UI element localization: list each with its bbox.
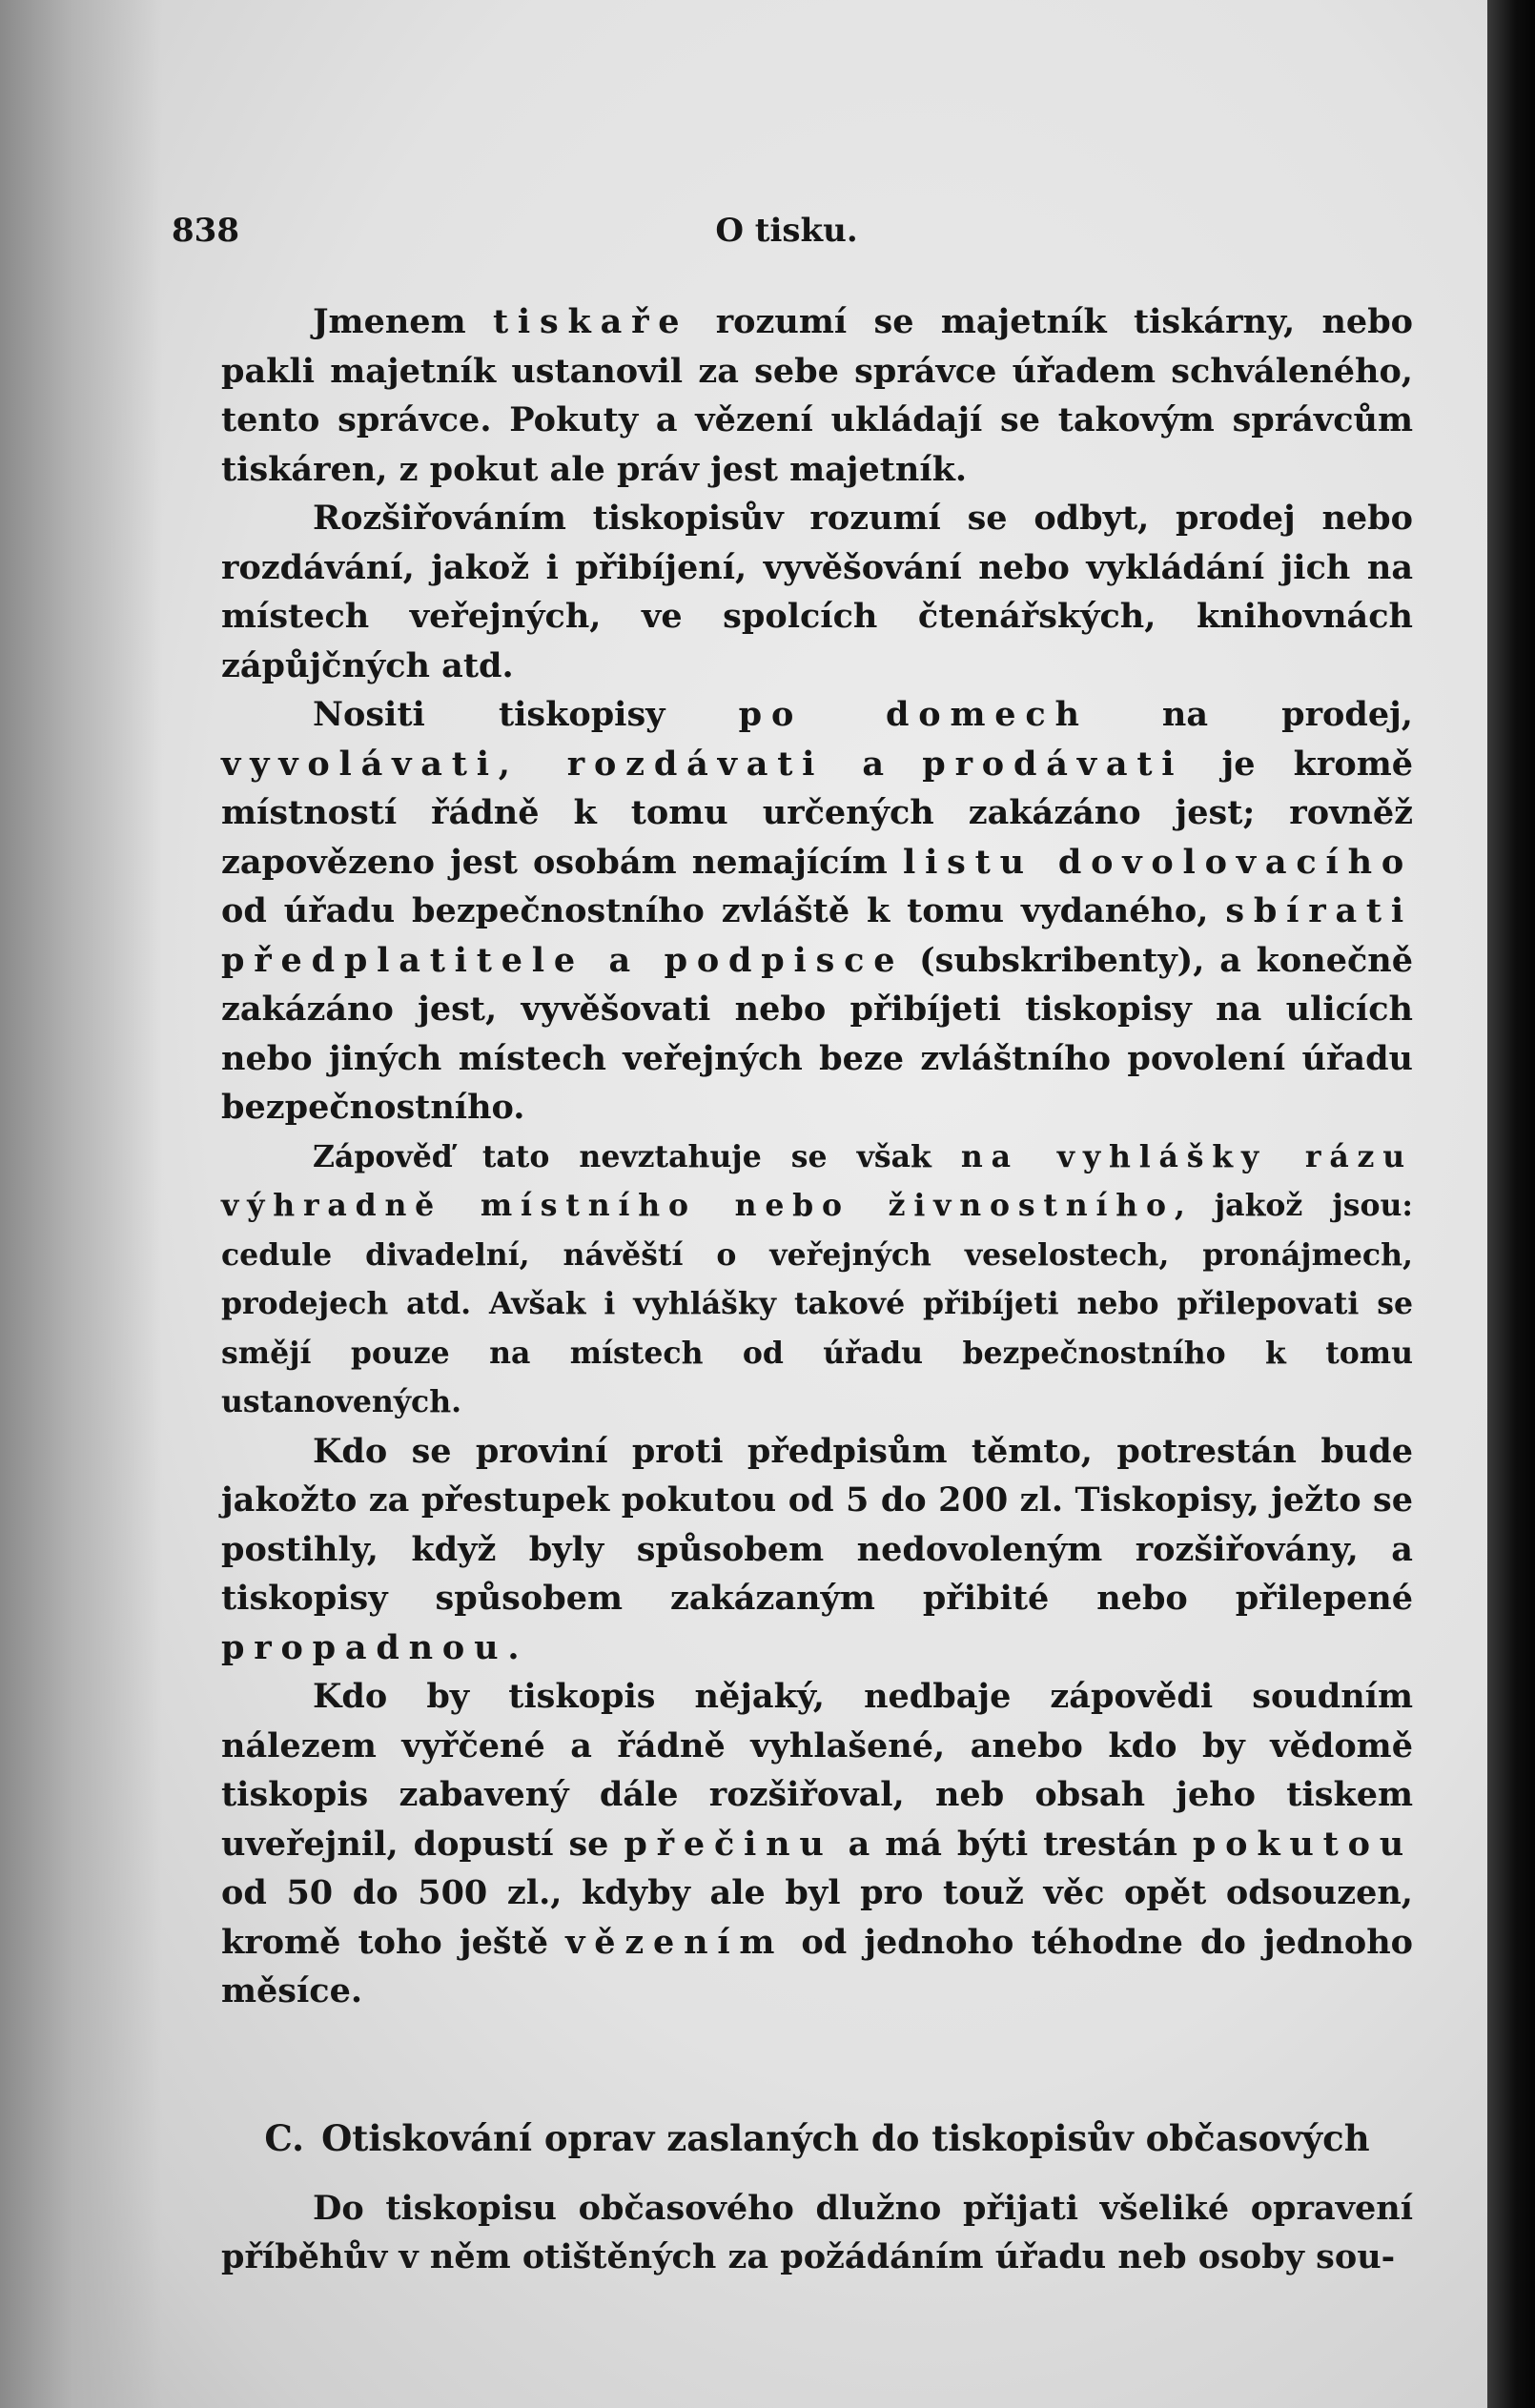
spaced-emphasis: vězením (565, 1922, 785, 1962)
spaced-emphasis: na vyhlášky rázu výhradně místního nebo živnostního (221, 1138, 1413, 1223)
body-text (221, 297, 1413, 2282)
text-run: , jakož jsou: cedule divadelní, návěští o veřejných veselostech, pronájmech, prodejech atd. Avšak i vyhlášky takové přibíjeti nebo přilepovati se smějí pouze na místech od úřadu bezpečnostního k tomu ustanovených. (221, 1188, 1413, 1419)
paragraph-offence (221, 1672, 1413, 2016)
text-run: (subskribenty), a konečně zakázáno jest, vyvěšovati nebo přibíjeti tiskopisy na ulicích nebo jiných místech veřejných beze zvláštního povolení úřadu bezpečnostního. (221, 940, 1413, 1127)
spaced-emphasis: prodávati (922, 744, 1184, 784)
spaced-emphasis: sbírati předplatitele a podpisce (221, 891, 1413, 980)
text-run: a má býti trestán (832, 1824, 1193, 1864)
text-run: Jmenem (313, 302, 493, 341)
text-run: rozumí se majetník tiskárny, nebo pakli majetník ustanovil za sebe správce úřadem schváleného, tento správce. Pokuty a vězení ukládají se takovým správcům tiskáren, z pokut ale práv jest majetník. (221, 302, 1414, 489)
spaced-emphasis: přečinu (624, 1824, 833, 1864)
spaced-emphasis: propadnou (221, 1627, 508, 1667)
text-run: Do tiskopisu občasového dlužno přijati všeliké opravení příběhův v něm otištěných za požádáním úřadu neb osoby sou- (221, 2188, 1413, 2276)
text-run: Nositi tiskopisy (313, 695, 739, 734)
text-run: . (507, 1627, 520, 1667)
text-run: od jednoho téhodne do jednoho měsíce. (221, 1922, 1413, 2010)
running-title: O tisku. (715, 212, 858, 250)
page-number: 838 (172, 212, 239, 250)
text-run: je kromě místností řádně k tomu určených zakázáno jest; rovněž zapovězeno jest osobám nemajícím (221, 744, 1413, 882)
spaced-emphasis: pokutou (1192, 1824, 1413, 1864)
paragraph-distribution-definition (221, 494, 1413, 690)
running-head (172, 212, 1402, 269)
text-run: Rozšiřováním tiskopisův rozumí se odbyt, prodej nebo rozdávání, jakož i přibíjení, vyvěšování nebo vykládání jich na místech veřejných, ve spolcích čtenářských, knihovnách zápůjčných atd. (221, 499, 1413, 685)
book-spine-shadow (1487, 0, 1535, 2408)
section-letter: C. (264, 2116, 305, 2159)
paragraph-door-to-door-ban (221, 690, 1413, 1133)
spaced-emphasis: vyvolávati, rozdávati (221, 744, 825, 784)
text-run: od úřadu bezpečnostního zvláště k tomu vydaného, (221, 891, 1226, 930)
paragraph-printer-definition (221, 297, 1413, 494)
text-run: od 50 do 500 zl., kdyby ale byl pro touž věc opět odsouzen, kromě toho ještě (221, 1873, 1413, 1962)
section-heading (221, 2113, 1413, 2163)
section-title: Otiskování oprav zaslaných do tiskopisův občasových (321, 2116, 1370, 2159)
text-run: Kdo se proviní proti předpisům těmto, potrestán bude jakožto za přestupek pokutou od 5 do 200 zl. Tiskopisy, ježto se postihly, když byly spůsobem nedovoleným rozšiřovány, a tiskopisy spůsobem zakázaným přibité nebo přilepené (221, 1431, 1413, 1618)
text-run: a (824, 744, 923, 784)
spaced-emphasis: tiskaře (492, 302, 689, 341)
text-run: Zápověď tato nevztahuje se však (313, 1138, 961, 1174)
paragraph-exceptions-small-print (221, 1133, 1413, 1427)
spaced-emphasis: po domech (738, 695, 1089, 734)
spaced-emphasis: listu dovolovacího (902, 842, 1413, 882)
text-run: Kdo by tiskopis nějaký, nedbaje zápovědi soudním nálezem vyřčené a řádně vyhlašené, anebo kdo by vědomě tiskopis zabavený dále rozšiřoval, neb obsah jeho tiskem uveřejnil, dopustí se (221, 1677, 1413, 1864)
paragraph-penalties (221, 1427, 1413, 1673)
paragraph-corrections (221, 2184, 1413, 2282)
text-run: na prodej, (1088, 695, 1413, 734)
